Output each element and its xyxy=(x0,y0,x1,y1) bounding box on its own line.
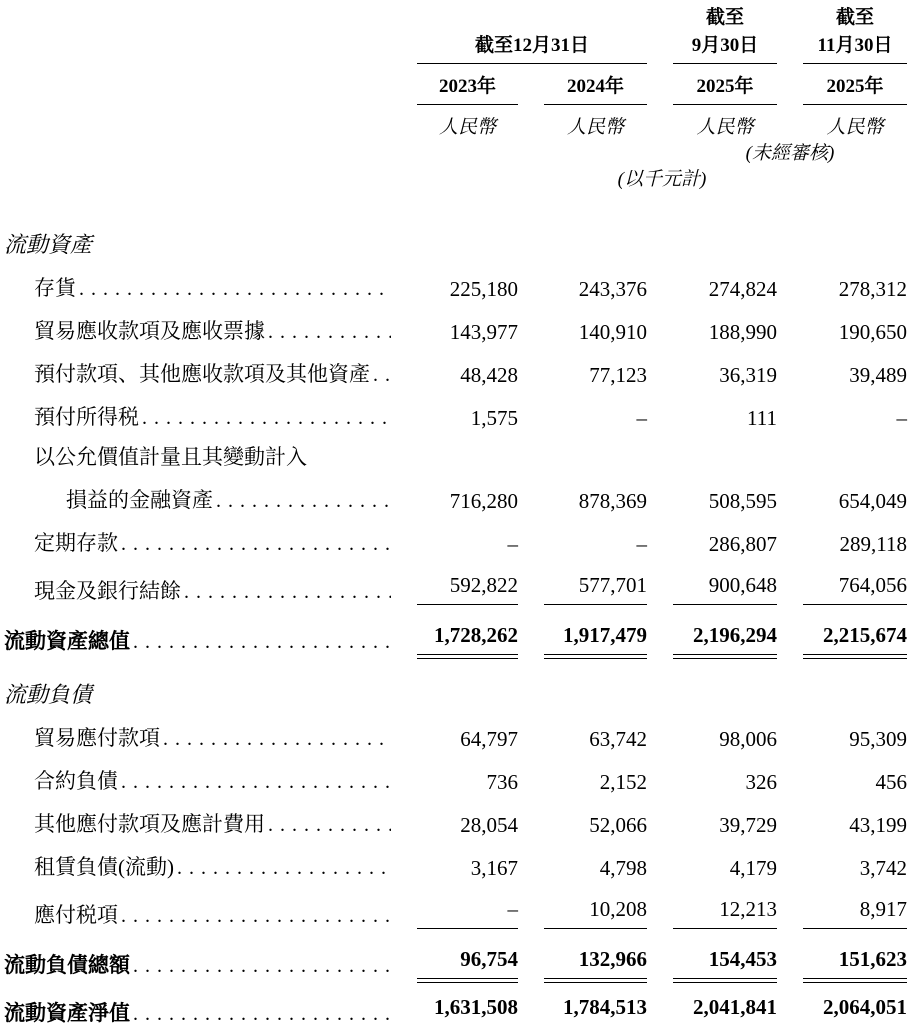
value-sep2025: 2,196,294 xyxy=(673,623,777,655)
value-sep2025: 12,213 xyxy=(673,897,777,929)
value-2023: 143,977 xyxy=(449,320,518,344)
value-nov2025: 3,742 xyxy=(859,856,907,880)
value-2024: 878,369 xyxy=(578,489,647,513)
table-row-fvtpl-line1 xyxy=(4,440,907,480)
table-row-trade-payables xyxy=(4,718,907,761)
table-row-other-payables xyxy=(4,804,907,847)
dot-leader xyxy=(142,405,391,430)
value-sep2025: 508,595 xyxy=(708,489,777,513)
dot-leader xyxy=(133,629,391,654)
row-label: 應付税項 xyxy=(34,903,118,927)
dot-leader xyxy=(268,319,391,344)
value-2024: 1,917,479 xyxy=(544,623,647,655)
year-2024: 2024年 xyxy=(544,75,647,105)
cutoff-label-col3: 截至 xyxy=(705,7,744,28)
value-nov2025: 39,489 xyxy=(849,363,907,387)
value-2024: 1,784,513 xyxy=(544,995,647,1024)
row-label: 貿易應付款項 xyxy=(34,726,160,750)
header-years-row xyxy=(4,71,907,105)
value-2023: 736 xyxy=(486,770,518,794)
currency-label: 人民幣 xyxy=(826,117,884,138)
value-nov2025: 190,650 xyxy=(838,320,907,344)
header-cutoff-row xyxy=(4,4,907,30)
dot-leader xyxy=(121,769,391,794)
value-sep2025: 39,729 xyxy=(719,813,777,837)
table-row-cash-bank xyxy=(4,566,907,614)
value-2024: 577,701 xyxy=(544,573,647,605)
table-row-lease-liabilities xyxy=(4,847,907,890)
value-nov2025: 43,199 xyxy=(849,813,907,837)
row-label: 現金及銀行結餘 xyxy=(34,579,181,603)
value-2024: 77,123 xyxy=(589,363,647,387)
value-2024: 10,208 xyxy=(544,897,647,929)
value-sep2025: 188,990 xyxy=(708,320,777,344)
value-nov2025: 151,623 xyxy=(803,947,907,979)
dot-leader xyxy=(184,579,391,604)
dot-leader xyxy=(177,855,391,880)
dot-leader xyxy=(133,953,391,978)
header-unaudited-row xyxy=(4,140,907,166)
row-label: 流動資產總值 xyxy=(4,629,130,653)
row-label: 流動資產淨值 xyxy=(4,1001,130,1024)
row-label: 存貨 xyxy=(34,276,76,300)
value-sep2025: 286,807 xyxy=(708,532,777,556)
value-sep2025: 326 xyxy=(745,770,777,794)
value-2024: – xyxy=(636,532,647,556)
header-currency-row xyxy=(4,114,907,140)
year-2025-nov: 2025年 xyxy=(803,75,907,105)
value-nov2025: 278,312 xyxy=(838,277,907,301)
value-2023: 48,428 xyxy=(460,363,518,387)
unit-note: (以千元計) xyxy=(617,169,707,190)
unaudited-note: (未經審核) xyxy=(745,143,835,164)
header-col4-date: 11月30日 xyxy=(803,34,907,64)
value-nov2025: 95,309 xyxy=(849,727,907,751)
header-unit-row xyxy=(4,166,907,192)
row-label: 貿易應收款項及應收票據 xyxy=(34,319,265,343)
row-label: 預付款項、其他應收款項及其他資產 xyxy=(34,362,370,386)
value-2024: 52,066 xyxy=(589,813,647,837)
value-sep2025: 2,041,841 xyxy=(673,995,777,1024)
value-2023: 1,631,508 xyxy=(417,995,518,1024)
table-row-inventories xyxy=(4,268,907,311)
value-2023: – xyxy=(417,897,518,929)
row-label: 租賃負債(流動) xyxy=(34,855,174,879)
value-2024: 2,152 xyxy=(599,770,647,794)
value-sep2025: 900,648 xyxy=(673,573,777,605)
value-2023: 225,180 xyxy=(449,277,518,301)
value-2024: 140,910 xyxy=(578,320,647,344)
dot-leader xyxy=(79,276,391,301)
currency-label: 人民幣 xyxy=(566,117,624,138)
value-sep2025: 4,179 xyxy=(729,856,777,880)
value-2023: 3,167 xyxy=(470,856,518,880)
dot-leader xyxy=(163,726,391,751)
value-sep2025: 36,319 xyxy=(719,363,777,387)
row-label: 以公允價值計量且其變動計入 xyxy=(34,445,307,469)
row-label: 預付所得税 xyxy=(34,405,139,429)
row-label: 定期存款 xyxy=(34,531,118,555)
value-sep2025: 111 xyxy=(747,406,777,430)
row-label: 其他應付款項及應計費用 xyxy=(34,812,265,836)
table-row-trade-receivables xyxy=(4,311,907,354)
table-row-prepayments xyxy=(4,354,907,397)
value-sep2025: 154,453 xyxy=(673,947,777,979)
table-row-time-deposits xyxy=(4,523,907,566)
dot-leader xyxy=(216,488,391,513)
value-2023: 64,797 xyxy=(460,727,518,751)
table-row-tax-payable xyxy=(4,890,907,938)
row-label: 損益的金融資產 xyxy=(66,488,213,512)
table-row-fvtpl-line2 xyxy=(4,480,907,523)
value-2023: 592,822 xyxy=(417,573,518,605)
header-col3-date: 9月30日 xyxy=(673,34,777,64)
dot-leader xyxy=(268,812,391,837)
value-nov2025: 8,917 xyxy=(803,897,907,929)
value-nov2025: 2,064,051 xyxy=(803,995,907,1024)
value-2024: 63,742 xyxy=(589,727,647,751)
dot-leader xyxy=(373,362,391,387)
value-2024: 243,376 xyxy=(578,277,647,301)
value-2023: – xyxy=(507,532,518,556)
section-current-assets xyxy=(4,226,907,268)
table-row-total-current-liabilities xyxy=(4,938,907,988)
dot-leader xyxy=(121,531,391,556)
section-title: 流動資產 xyxy=(4,232,93,257)
value-2024: – xyxy=(636,406,647,430)
value-nov2025: 289,118 xyxy=(839,532,907,556)
value-2023: 28,054 xyxy=(460,813,518,837)
value-2023: 1,728,262 xyxy=(417,623,518,655)
currency-label: 人民幣 xyxy=(696,117,754,138)
currency-label: 人民幣 xyxy=(438,117,496,138)
section-title: 流動負債 xyxy=(4,682,93,707)
cutoff-label-col4: 截至 xyxy=(835,7,874,28)
table-row-net-current-assets xyxy=(4,988,907,1024)
value-2023: 716,280 xyxy=(449,489,518,513)
row-label: 合約負債 xyxy=(34,769,118,793)
table-row-total-current-assets xyxy=(4,614,907,664)
dot-leader xyxy=(121,903,391,928)
table-row-contract-liabilities xyxy=(4,761,907,804)
dot-leader xyxy=(133,1001,391,1024)
value-sep2025: 274,824 xyxy=(708,277,777,301)
header-date-row xyxy=(4,30,907,64)
year-2023: 2023年 xyxy=(417,75,518,105)
header-group-date: 截至12月31日 xyxy=(417,34,647,64)
value-2023: 1,575 xyxy=(470,406,518,430)
value-2023: 96,754 xyxy=(417,947,518,979)
value-nov2025: – xyxy=(896,406,907,430)
section-current-liabilities xyxy=(4,676,907,718)
year-2025-sep: 2025年 xyxy=(673,75,777,105)
value-nov2025: 2,215,674 xyxy=(803,623,907,655)
value-2024: 4,798 xyxy=(599,856,647,880)
value-sep2025: 98,006 xyxy=(719,727,777,751)
value-nov2025: 654,049 xyxy=(838,489,907,513)
value-nov2025: 456 xyxy=(875,770,907,794)
value-2024: 132,966 xyxy=(544,947,647,979)
value-nov2025: 764,056 xyxy=(803,573,907,605)
row-label: 流動負債總額 xyxy=(4,953,130,977)
table-row-prepaid-income-tax xyxy=(4,397,907,440)
